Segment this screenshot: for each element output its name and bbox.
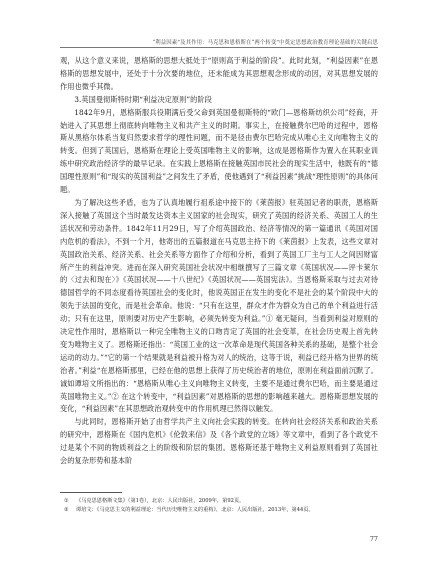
running-header: “利益因素”及其作用：马克思和恩格斯在“两个转变”中奠定思想政治教育理论基础的关键启思 [152,40,378,46]
section-heading: 3.英国曼彻斯特时期“利益决定原则”的阶段 [74,94,212,104]
footnotes [64,497,378,515]
header-rule [60,47,378,48]
footnote-marker: ① [64,498,69,504]
footnote-2 [64,506,378,515]
page-number: 77 [369,535,378,543]
footnote-text: 《马克思恩格斯文集》（第1卷），北京：人民出版社，2009年，第92页。 [76,498,245,504]
footnote-text: 谭培文：《马克思主义的利益理论：当代历史唯物主义的重构》，北京：人民出版社，2013年，第44页。 [76,507,314,513]
body-text [60,55,378,468]
paragraph-1: 观，从这个意义来说，恩格斯的思想大抵处于“原则高于利益的阶段”。此时此刻，“利益因素”在恩格斯的思想发展中，还处于十分次要的地位，还未能成为其思想观念形成的动因，对其思想发展的作用也微乎其微。 [60,56,378,91]
paragraph-2: 1842年9月，恩格斯服兵役期满后受父命到英国曼彻斯特的“欧门—恩格斯纺织公司”经商，开始进入了其思想上彻底转向唯物主义和共产主义的时期。事实上，在接触费尔巴哈的过程中，恩格斯从黑格尔体系当复归然要求哲学的理性问题，而不是径由费尔巴哈完成从唯心主义向唯物主义的转变。但到了英国后，恩格斯在理论上受英国唯物主义的影响，这成是恩格斯作为置入在其职业训练中研究政治经济学的最早记录。在实践上恩格斯在接触英国市民社会的现实生活中，他既有的“德国理性原则”和“现实的英国利益”之间发生了矛盾，使他遇到了“利益因素”挑战“理性原则”的具体问题。 [60,107,378,195]
footnote-1 [64,497,378,506]
footnote-marker: ② [64,507,69,513]
footnote-rule [60,492,122,493]
paragraph-4: 与此同时，恩格斯开始了由哲学共产主义向社会实践的转变。在转向社会经济关系和政治关系的研究中，恩格斯在《国内危机》《伦敦来信》及《各个政党的立场》等文章中，看到了各个政党不过是某个不同的物质利益之上的阶级和阶层的集团。恩格斯还基于唯物主义利益原则看到了英国社会的复杂形势和基本阶 [60,417,378,466]
paragraph-3: 为了解决这些矛盾，也为了认真地履行祖系途中接下的《莱茵报》驻英国记者的职责，恩格斯深入接触了英国这个当时最发达资本主义国家的社会现实，研究了英国的经济关系、英国工人的生活状况和劳动条件。1842年11月29日，写了介绍英国政治、经济等情况的第一篇通讯《英国对国内危机的看法》，不到一个月，他寄出的五篇报道在马克思主持下的《莱茵报》上发表，这些文章对英国政治关系、经济关系、社会关系等方面作了介绍和分析，看到了英国工厂主与工人之间因财富所产生的利益冲突。进而在深入研究英国社会状况中相继撰写了三篇文章《英国状况——评卡莱尔的〈过去和现在〉》《英国状况——十八世纪》《英国状况——英国宪法》。当恩格斯采取与过去对待德国哲学的不同态度看待英国社会的变化时，他说英国正在发生的变化不是社会的某个阶段中大的领先于法国的变化，而是社会革命。他说：“只有在这里，群众才作为群众为自己的单个利益进行活动；只有在这里，原则要对历史产生影响，必须先转变为利益。”① 毫无疑问，当看到利益对原则的决定性作用时，恩格斯以一种完全唯物主义的口吻肯定了英国的社会变革，在社会历史观上首先转变为唯物主义了。恩格斯还指出：“英国工业的这一次革命是现代英国各种关系的基础，是整个社会运动的动力。”“它的第一个结果就是利益被升格为对人的统治，这等于说，利益已经升格为世界的统治者。”利益“在恩格斯那里，已经在他的思想上获得了历史统治者的地位，原则在利益面前沉默了。诚如谭培文所指出的：“恩格斯从唯心主义向唯物主义转变，主要不是通过费尔巴哈，而主要是通过英国唯物主义。”② 在这个转变中，“利益因素”对恩格斯的思想的影响越来越大。恩格斯思想发展的变化，“利益因素”在其思想政治观转变中的作用机理已然得以触发。 [60,197,378,414]
